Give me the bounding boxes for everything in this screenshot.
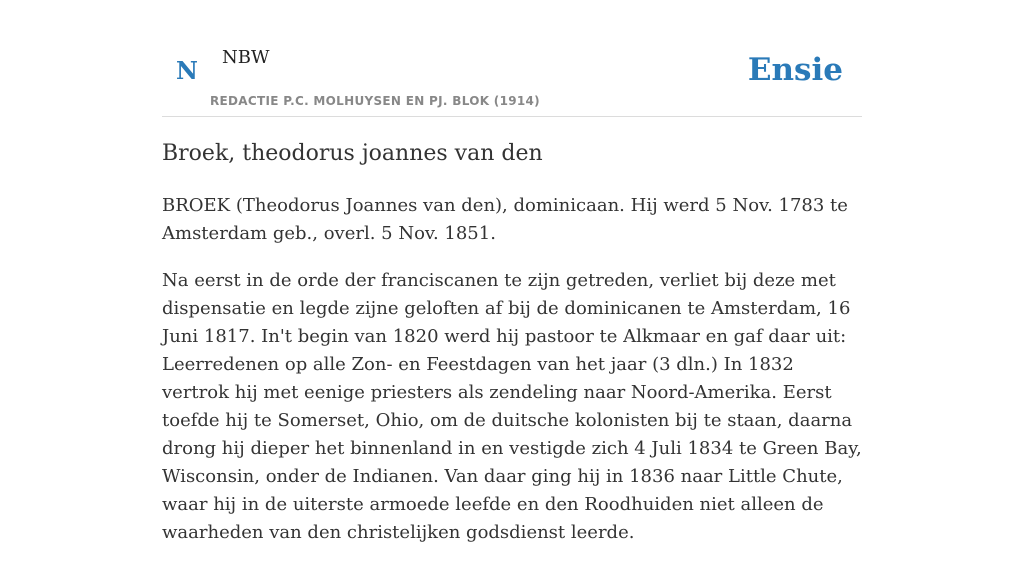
- article-body: [162, 192, 864, 566]
- article-title: Broek, theodorus joannes van den: [162, 141, 543, 166]
- source-name[interactable]: NBW: [222, 47, 270, 68]
- article-paragraph: Na eerst in de orde der franciscanen te zijn getreden, verliet bij deze met dispensatie en legde zijne geloften af bij de dominicanen te Amsterdam, 16 Juni 1817. In't begin van 1820 werd hij pastoor te Alkmaar en gaf daar uit: Leerredenen op alle Zon- en Feestdagen van het jaar (3 dln.) In 1832 vertrok hij met eenige priesters als zendeling naar Noord-Amerika. Eerst toefde hij te Somerset, Ohio, om de duitsche kolonisten bij te staan, daarna drong hij dieper het binnenland in en vestigde zich 4 Juli 1834 te Green Bay, Wisconsin, onder de Indianen. Van daar ging hij in 1836 naar Little Chute, waar hij in de uiterste armoede leefde en den Roodhuiden niet alleen de waarheden van den christelijken godsdienst leerde.: [162, 270, 862, 543]
- source-logo[interactable]: N: [176, 56, 198, 85]
- page-header: [162, 0, 862, 117]
- article-paragraph: BROEK (Theodorus Joannes van den), dominicaan. Hij werd 5 Nov. 1783 te Amsterdam geb., overl. 5 Nov. 1851.: [162, 195, 848, 244]
- source-subtitle: REDACTIE P.C. MOLHUYSEN EN PJ. BLOK (1914): [210, 94, 540, 108]
- brand-logo[interactable]: Ensie: [747, 52, 843, 88]
